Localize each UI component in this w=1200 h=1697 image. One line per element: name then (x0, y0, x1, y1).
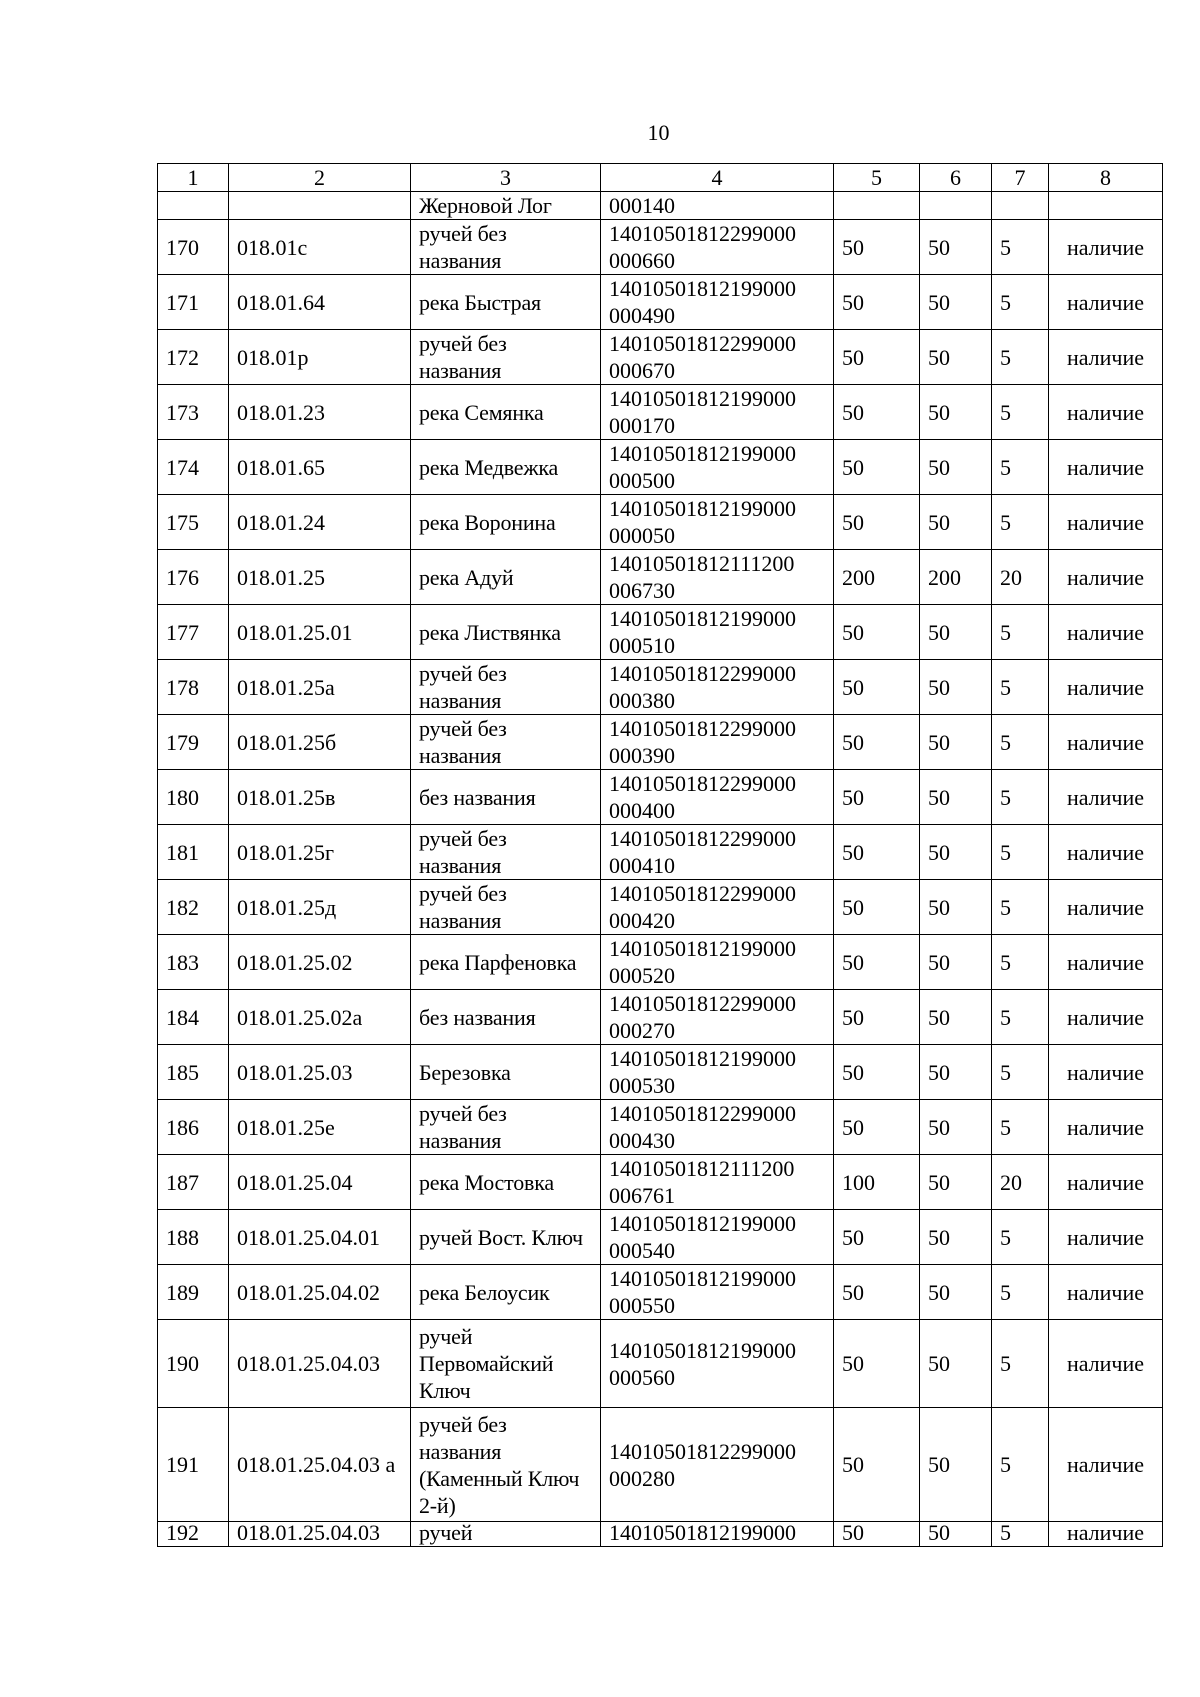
value-5-cell: 50 (834, 1210, 920, 1265)
object-name-cell: река Семянка (411, 385, 601, 440)
status-cell: наличие (1049, 715, 1163, 770)
value-7-cell: 5 (992, 935, 1049, 990)
value-6-cell: 50 (920, 1045, 992, 1100)
table-cell (1049, 192, 1163, 220)
row-number-cell: 171 (158, 275, 229, 330)
value-6-cell: 50 (920, 495, 992, 550)
status-cell: наличие (1049, 1265, 1163, 1320)
value-7-cell: 5 (992, 1408, 1049, 1522)
registry-id-cell: 14010501812299000 000280 (601, 1408, 834, 1522)
row-number-cell: 187 (158, 1155, 229, 1210)
object-name-cell: река Адуй (411, 550, 601, 605)
code-cell: 018.01.25.02а (229, 990, 411, 1045)
status-cell: наличие (1049, 330, 1163, 385)
value-6-cell: 50 (920, 935, 992, 990)
code-cell: 018.01.25.04.02 (229, 1265, 411, 1320)
value-7-cell: 5 (992, 660, 1049, 715)
value-5-cell: 50 (834, 220, 920, 275)
table-row (158, 1210, 1163, 1265)
value-5-cell: 50 (834, 660, 920, 715)
code-cell: 018.01.25е (229, 1100, 411, 1155)
row-number-cell: 177 (158, 605, 229, 660)
value-6-cell: 50 (920, 330, 992, 385)
status-cell: наличие (1049, 1320, 1163, 1408)
status-cell: наличие (1049, 825, 1163, 880)
row-number-cell: 175 (158, 495, 229, 550)
object-name-cell: ручей без названия (411, 880, 601, 935)
value-7-cell: 5 (992, 825, 1049, 880)
status-cell: наличие (1049, 1155, 1163, 1210)
registry-id-cell: 14010501812111200 006730 (601, 550, 834, 605)
value-6-cell: 50 (920, 660, 992, 715)
value-6-cell: 50 (920, 715, 992, 770)
table-row (158, 1265, 1163, 1320)
status-cell: наличие (1049, 770, 1163, 825)
table-cell (920, 192, 992, 220)
row-number-cell: 189 (158, 1265, 229, 1320)
code-cell: 018.01.25а (229, 660, 411, 715)
value-5-cell: 50 (834, 605, 920, 660)
value-6-cell: 50 (920, 385, 992, 440)
value-5-cell: 50 (834, 990, 920, 1045)
code-cell: 018.01.25.02 (229, 935, 411, 990)
row-number-cell: 179 (158, 715, 229, 770)
registry-id-cell: 14010501812299000 000430 (601, 1100, 834, 1155)
value-5-cell: 100 (834, 1155, 920, 1210)
code-cell: 018.01с (229, 220, 411, 275)
table-row (158, 1522, 1163, 1547)
code-cell: 018.01.23 (229, 385, 411, 440)
registry-id-cell: 14010501812199000 000510 (601, 605, 834, 660)
status-cell: наличие (1049, 605, 1163, 660)
value-5-cell: 50 (834, 1522, 920, 1547)
object-name-cell: ручей без названия (411, 1100, 601, 1155)
column-header: 4 (601, 164, 834, 192)
status-cell: наличие (1049, 1210, 1163, 1265)
row-number-cell: 190 (158, 1320, 229, 1408)
value-6-cell: 50 (920, 1408, 992, 1522)
row-number-cell: 172 (158, 330, 229, 385)
object-name-cell: ручей без названия (411, 660, 601, 715)
value-7-cell: 5 (992, 1320, 1049, 1408)
status-cell: наличие (1049, 440, 1163, 495)
object-name-cell: река Быстрая (411, 275, 601, 330)
row-number-cell: 184 (158, 990, 229, 1045)
table-row (158, 1155, 1163, 1210)
value-6-cell: 50 (920, 1320, 992, 1408)
code-cell: 018.01.25в (229, 770, 411, 825)
status-cell: наличие (1049, 1045, 1163, 1100)
value-7-cell: 5 (992, 330, 1049, 385)
object-name-cell: ручей без названия (411, 715, 601, 770)
registry-id-cell: 14010501812199000 000490 (601, 275, 834, 330)
column-number-row (158, 164, 1163, 192)
registry-id-cell: 14010501812299000 000380 (601, 660, 834, 715)
value-6-cell: 50 (920, 1155, 992, 1210)
object-name-cell: ручей Первомайский Ключ (411, 1320, 601, 1408)
status-cell: наличие (1049, 990, 1163, 1045)
value-5-cell: 50 (834, 385, 920, 440)
code-cell: 018.01.64 (229, 275, 411, 330)
registry-id-cell: 14010501812199000 000550 (601, 1265, 834, 1320)
table-cell (834, 192, 920, 220)
table-row (158, 1045, 1163, 1100)
value-6-cell: 50 (920, 1100, 992, 1155)
value-5-cell: 50 (834, 825, 920, 880)
registry-id-cell: 14010501812199000 000560 (601, 1320, 834, 1408)
column-header: 1 (158, 164, 229, 192)
object-name-cell: без названия (411, 770, 601, 825)
value-7-cell: 5 (992, 715, 1049, 770)
value-7-cell: 5 (992, 990, 1049, 1045)
status-cell: наличие (1049, 935, 1163, 990)
value-7-cell: 5 (992, 1265, 1049, 1320)
object-name-cell: Березовка (411, 1045, 601, 1100)
table-row (158, 385, 1163, 440)
status-cell: наличие (1049, 660, 1163, 715)
column-header: 8 (1049, 164, 1163, 192)
object-name-cell: река Парфеновка (411, 935, 601, 990)
table-row (158, 935, 1163, 990)
object-name-cell: Жерновой Лог (411, 192, 601, 220)
table-row (158, 990, 1163, 1045)
registry-id-cell: 14010501812299000 000660 (601, 220, 834, 275)
value-7-cell: 5 (992, 1100, 1049, 1155)
value-5-cell: 50 (834, 440, 920, 495)
code-cell: 018.01.25г (229, 825, 411, 880)
table-row (158, 880, 1163, 935)
object-name-cell: ручей без названия (411, 220, 601, 275)
value-7-cell: 5 (992, 1210, 1049, 1265)
status-cell: наличие (1049, 495, 1163, 550)
object-name-cell: без названия (411, 990, 601, 1045)
table-row (158, 1100, 1163, 1155)
value-5-cell: 50 (834, 770, 920, 825)
registry-id-cell: 14010501812199000 000530 (601, 1045, 834, 1100)
value-6-cell: 50 (920, 990, 992, 1045)
table-row (158, 605, 1163, 660)
value-5-cell: 50 (834, 715, 920, 770)
code-cell: 018.01.25 (229, 550, 411, 605)
object-name-cell: ручей без названия (411, 825, 601, 880)
row-number-cell: 186 (158, 1100, 229, 1155)
value-5-cell: 50 (834, 1100, 920, 1155)
value-7-cell: 20 (992, 1155, 1049, 1210)
value-5-cell: 50 (834, 495, 920, 550)
value-6-cell: 50 (920, 440, 992, 495)
registry-id-cell: 14010501812199000 (601, 1522, 834, 1547)
row-number-cell: 180 (158, 770, 229, 825)
value-5-cell: 50 (834, 880, 920, 935)
value-5-cell: 50 (834, 1045, 920, 1100)
table-cell (992, 192, 1049, 220)
status-cell: наличие (1049, 1408, 1163, 1522)
table-cell (229, 192, 411, 220)
status-cell: наличие (1049, 385, 1163, 440)
row-number-cell: 188 (158, 1210, 229, 1265)
value-5-cell: 50 (834, 1265, 920, 1320)
table-row (158, 440, 1163, 495)
object-name-cell: ручей без названия (Каменный Ключ 2-й) (411, 1408, 601, 1522)
value-7-cell: 20 (992, 550, 1049, 605)
value-6-cell: 50 (920, 825, 992, 880)
registry-id-cell: 14010501812299000 000410 (601, 825, 834, 880)
row-number-cell: 178 (158, 660, 229, 715)
code-cell: 018.01.25.04.01 (229, 1210, 411, 1265)
registry-id-cell: 14010501812199000 000500 (601, 440, 834, 495)
registry-id-cell: 14010501812111200 006761 (601, 1155, 834, 1210)
registry-id-cell: 14010501812299000 000390 (601, 715, 834, 770)
registry-id-cell: 14010501812299000 000270 (601, 990, 834, 1045)
code-cell: 018.01.25.03 (229, 1045, 411, 1100)
row-number-cell: 173 (158, 385, 229, 440)
status-cell: наличие (1049, 220, 1163, 275)
row-number-cell: 181 (158, 825, 229, 880)
status-cell: наличие (1049, 550, 1163, 605)
table-row (158, 770, 1163, 825)
page-number: 10 (647, 120, 670, 145)
table-row (158, 330, 1163, 385)
registry-id-cell: 14010501812299000 000400 (601, 770, 834, 825)
value-6-cell: 50 (920, 1522, 992, 1547)
table-cell (158, 192, 229, 220)
code-cell: 018.01.25.04.03 а (229, 1408, 411, 1522)
value-5-cell: 200 (834, 550, 920, 605)
status-cell: наличие (1049, 880, 1163, 935)
value-5-cell: 50 (834, 275, 920, 330)
registry-id-cell: 000140 (601, 192, 834, 220)
table-row (158, 275, 1163, 330)
status-cell: наличие (1049, 1100, 1163, 1155)
value-7-cell: 5 (992, 1045, 1049, 1100)
row-number-cell: 174 (158, 440, 229, 495)
row-number-cell: 183 (158, 935, 229, 990)
code-cell: 018.01р (229, 330, 411, 385)
row-number-cell: 170 (158, 220, 229, 275)
registry-id-cell: 14010501812199000 000520 (601, 935, 834, 990)
object-name-cell: река Белоусик (411, 1265, 601, 1320)
row-number-cell: 176 (158, 550, 229, 605)
code-cell: 018.01.25б (229, 715, 411, 770)
table-row (158, 220, 1163, 275)
value-7-cell: 5 (992, 275, 1049, 330)
water-objects-table (157, 163, 1163, 1547)
row-number-cell: 185 (158, 1045, 229, 1100)
object-name-cell: река Листвянка (411, 605, 601, 660)
object-name-cell: ручей без названия (411, 330, 601, 385)
column-header: 6 (920, 164, 992, 192)
object-name-cell: река Мостовка (411, 1155, 601, 1210)
table-row (158, 1408, 1163, 1522)
object-name-cell: река Воронина (411, 495, 601, 550)
column-header: 7 (992, 164, 1049, 192)
value-7-cell: 5 (992, 495, 1049, 550)
value-6-cell: 50 (920, 220, 992, 275)
value-7-cell: 5 (992, 770, 1049, 825)
code-cell: 018.01.25.04.03 (229, 1320, 411, 1408)
table-row (158, 825, 1163, 880)
value-6-cell: 50 (920, 770, 992, 825)
column-header: 5 (834, 164, 920, 192)
row-number-cell: 192 (158, 1522, 229, 1547)
code-cell: 018.01.25.01 (229, 605, 411, 660)
table-row (158, 660, 1163, 715)
value-6-cell: 50 (920, 1210, 992, 1265)
code-cell: 018.01.25.04.03 (229, 1522, 411, 1547)
column-header: 3 (411, 164, 601, 192)
table-row (158, 1320, 1163, 1408)
registry-id-cell: 14010501812199000 000170 (601, 385, 834, 440)
value-7-cell: 5 (992, 1522, 1049, 1547)
status-cell: наличие (1049, 275, 1163, 330)
value-5-cell: 50 (834, 1320, 920, 1408)
value-7-cell: 5 (992, 385, 1049, 440)
column-header: 2 (229, 164, 411, 192)
registry-id-cell: 14010501812299000 000420 (601, 880, 834, 935)
value-6-cell: 50 (920, 1265, 992, 1320)
value-5-cell: 50 (834, 935, 920, 990)
registry-id-cell: 14010501812199000 000050 (601, 495, 834, 550)
value-7-cell: 5 (992, 880, 1049, 935)
value-6-cell: 50 (920, 275, 992, 330)
code-cell: 018.01.65 (229, 440, 411, 495)
value-5-cell: 50 (834, 1408, 920, 1522)
value-7-cell: 5 (992, 220, 1049, 275)
registry-id-cell: 14010501812299000 000670 (601, 330, 834, 385)
table-row (158, 550, 1163, 605)
registry-id-cell: 14010501812199000 000540 (601, 1210, 834, 1265)
value-6-cell: 200 (920, 550, 992, 605)
continuation-row (158, 192, 1163, 220)
code-cell: 018.01.24 (229, 495, 411, 550)
table-row (158, 495, 1163, 550)
value-7-cell: 5 (992, 440, 1049, 495)
code-cell: 018.01.25д (229, 880, 411, 935)
row-number-cell: 182 (158, 880, 229, 935)
code-cell: 018.01.25.04 (229, 1155, 411, 1210)
table-row (158, 715, 1163, 770)
value-5-cell: 50 (834, 330, 920, 385)
value-6-cell: 50 (920, 605, 992, 660)
value-6-cell: 50 (920, 880, 992, 935)
object-name-cell: ручей (411, 1522, 601, 1547)
object-name-cell: река Медвежка (411, 440, 601, 495)
row-number-cell: 191 (158, 1408, 229, 1522)
value-7-cell: 5 (992, 605, 1049, 660)
object-name-cell: ручей Вост. Ключ (411, 1210, 601, 1265)
status-cell: наличие (1049, 1522, 1163, 1547)
